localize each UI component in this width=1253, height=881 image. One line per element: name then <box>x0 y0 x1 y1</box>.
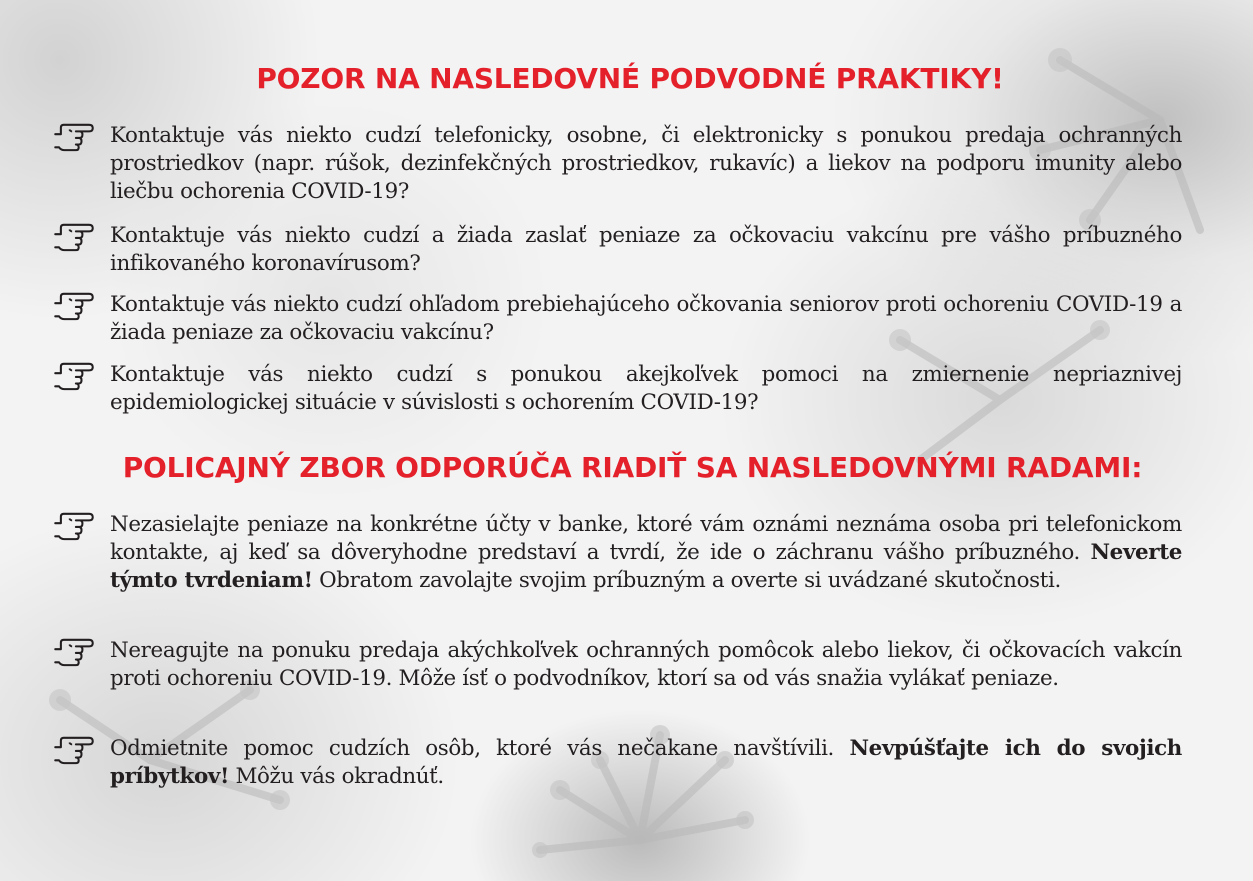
pointing-hand-icon <box>52 637 96 667</box>
advice-text-part: Nezasielajte peniaze na konkrétne účty v banke, ktoré vám oznámi neznáma osoba pri telefonickom kontakte, aj keď sa dôveryhodne predstaví a tvrdí, že ide o záchranu vášho príbuzného. <box>110 512 1182 565</box>
advice-emphasis: Nevpúšťajte ich do svojich príbytkov! <box>110 736 1183 789</box>
warning-text: Kontaktuje vás niekto cudzí ohľadom prebiehajúceho očkovania seniorov proti ochoreniu COVID-19 a žiada peniaze za očkovaciu vakcínu? <box>110 292 1182 345</box>
warning-text: Kontaktuje vás niekto cudzí telefonicky, osobne, či elektronicky s ponukou predaja ochranných prostriedkov (napr. rúšok, dezinfekčných prostriedkov, rukavíc) a liekov na podporu imunity alebo liečbu ochorenia COVID-19? <box>110 123 1182 204</box>
warning-item <box>52 122 1182 206</box>
advice-emphasis: Neverte týmto tvrdeniam! <box>110 540 1182 593</box>
pointing-hand-icon <box>52 735 96 765</box>
warning-heading: POZOR NA NASLEDOVNÉ PODVODNÉ PRAKTIKY! <box>256 62 1004 95</box>
pointing-hand-icon <box>52 511 96 541</box>
warning-item <box>52 291 1182 347</box>
advice-text-part: Nereagujte na ponuku predaja akýchkoľvek ochranných pomôcok alebo liekov, či očkovacích vakcín proti ochoreniu COVID-19. Môže ísť o podvodníkov, ktorí sa od vás snažia vylákať peniaze. <box>110 638 1182 691</box>
advice-text-part: Obratom zavolajte svojim príbuzným a overte si uvádzané skutočnosti. <box>312 568 1061 593</box>
warning-item <box>52 361 1182 417</box>
advice-text <box>110 735 1182 791</box>
pointing-hand-icon <box>52 222 96 252</box>
warning-text: Kontaktuje vás niekto cudzí a žiada zaslať peniaze za očkovaciu vakcínu pre vášho príbuzného infikovaného koronavírusom? <box>110 223 1182 276</box>
pointing-hand-icon <box>52 361 96 391</box>
advice-item <box>52 511 1182 595</box>
advice-item <box>52 735 1182 791</box>
warning-text: Kontaktuje vás niekto cudzí s ponukou akejkoľvek pomoci na zmiernenie nepriaznivej epidemiologickej situácie v súvislosti s ochorením COVID-19? <box>110 362 1182 415</box>
advice-heading: POLICAJNÝ ZBOR ODPORÚČA RIADIŤ SA NASLEDOVNÝMI RADAMI: <box>122 451 1143 484</box>
pointing-hand-icon <box>52 122 96 152</box>
warning-item <box>52 222 1182 278</box>
pointing-hand-icon <box>52 291 96 321</box>
advice-text-part: Môžu vás okradnúť. <box>229 764 444 789</box>
advice-text <box>110 511 1182 595</box>
advice-item <box>52 637 1182 693</box>
advice-text-part: Odmietnite pomoc cudzích osôb, ktoré vás nečakane navštívili. <box>110 736 850 761</box>
advice-text <box>110 637 1182 693</box>
